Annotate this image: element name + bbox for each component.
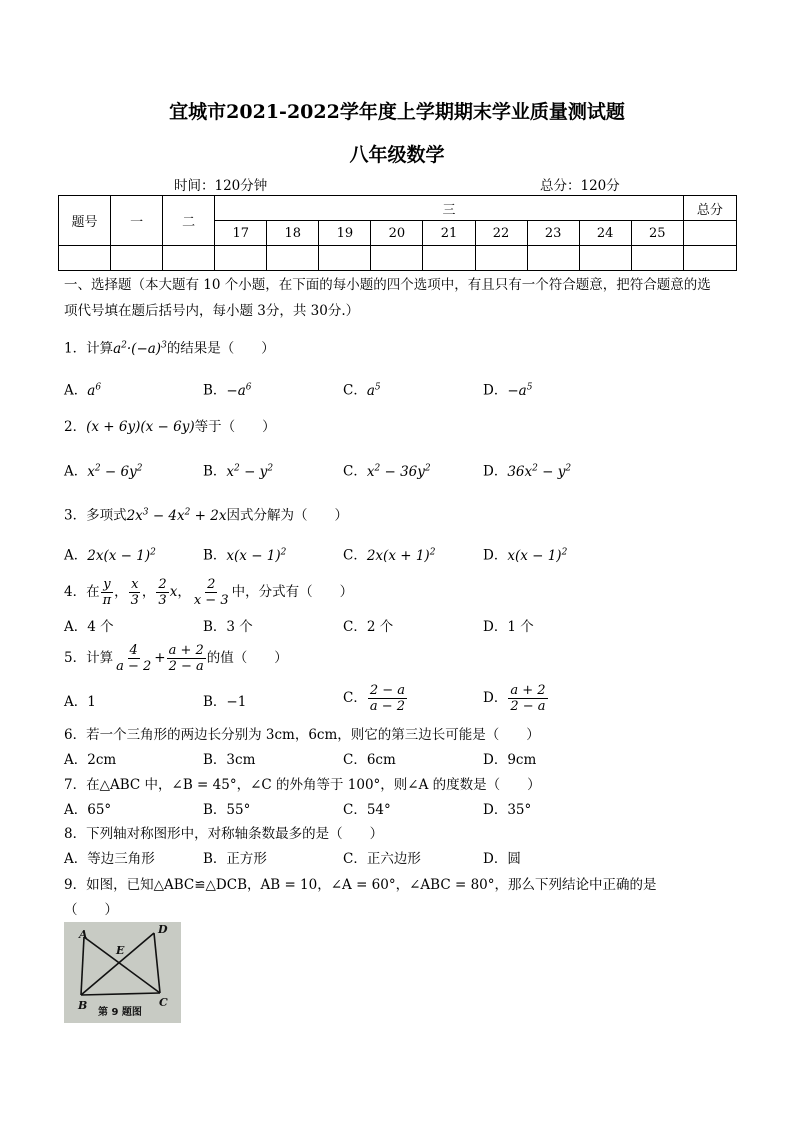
exam-title: 宜城市2021-2022学年度上学期期末学业质量测试题 bbox=[169, 101, 625, 123]
score-cell[interactable] bbox=[423, 246, 475, 271]
q7-option-a[interactable]: A．65° bbox=[64, 802, 112, 818]
q4-option-c[interactable]: C．2 个 bbox=[343, 619, 394, 635]
segment-bc bbox=[81, 993, 160, 995]
q5-option-a[interactable]: A．1 bbox=[64, 694, 96, 710]
score-cell[interactable] bbox=[579, 246, 631, 271]
q4-option-d[interactable]: D．1 个 bbox=[483, 619, 534, 635]
exam-time: 时间：120分钟 bbox=[174, 178, 268, 194]
header-part2: 二 bbox=[163, 196, 215, 246]
q4-option-b[interactable]: B．3 个 bbox=[203, 619, 253, 635]
q4-frac-1: $\frac{y}{\pi}$ bbox=[102, 577, 112, 608]
q4-frac-4: $\frac{2}{x - 3}$ bbox=[193, 577, 229, 608]
q2-option-d[interactable]: D．$36x^2 - y^2$ bbox=[483, 463, 572, 480]
label-b: B bbox=[78, 999, 88, 1012]
sub-24: 24 bbox=[579, 221, 631, 246]
exam-subtitle: 八年级数学 bbox=[349, 144, 445, 166]
q6-option-d[interactable]: D．9cm bbox=[483, 752, 537, 768]
q2-option-a[interactable]: A．$x^2 - 6y^2$ bbox=[64, 463, 143, 480]
q5-option-d[interactable]: D． $\frac{a + 2}{2 - a}$ bbox=[483, 683, 546, 714]
q2-option-c[interactable]: C．$x^2 - 36y^2$ bbox=[343, 463, 431, 480]
q3-expression: $2x^3 - 4x^2 + 2x$ bbox=[126, 507, 227, 524]
q3-option-c[interactable]: C．$2x(x + 1)^2$ bbox=[343, 547, 436, 564]
sub-19: 19 bbox=[319, 221, 371, 246]
segment-ab bbox=[81, 937, 84, 995]
score-cell[interactable] bbox=[319, 246, 371, 271]
question-9-paren: （ ） bbox=[64, 902, 118, 918]
q5-frac-1: $\frac{4}{a - 2}$ bbox=[116, 643, 152, 674]
question-4: 4．在 $\frac{y}{\pi}$ ， $\frac{x}{3}$ ， $\frac{2}{3}$ x， $\frac{2}{x - 3}$ 中，分式有（ ） bbox=[64, 577, 354, 608]
label-c: C bbox=[159, 996, 168, 1009]
q3-option-b[interactable]: B．$x(x - 1)^2$ bbox=[203, 547, 287, 564]
triangle-diagram bbox=[64, 922, 181, 1023]
q1-option-d[interactable]: D．$-a^5$ bbox=[483, 382, 533, 399]
question-1: 1．计算$a^2\cdot(-a)^3$的结果是（ ） bbox=[64, 340, 275, 357]
q6-option-c[interactable]: C．6cm bbox=[343, 752, 396, 768]
section1-instructions-2: 项代号填在题后括号内，每小题 3分，共 30分.） bbox=[64, 303, 360, 319]
sub-23: 23 bbox=[527, 221, 579, 246]
question-9: 9．如图，已知△ABC≌△DCB，AB = 10，∠A = 60°，∠ABC = 80°，那么下列结论中正确的是 bbox=[64, 877, 657, 893]
exam-total: 总分：120分 bbox=[540, 178, 620, 194]
question-7: 7．在△ABC 中，∠B = 45°，∠C 的外角等于 100°，则∠A 的度数是（ ） bbox=[64, 777, 541, 793]
q4-frac-2: $\frac{x}{3}$ bbox=[130, 577, 139, 608]
score-cell[interactable] bbox=[631, 246, 683, 271]
q1-expression: $a^2\cdot(-a)^3$ bbox=[113, 340, 167, 357]
header-no: 题号 bbox=[59, 196, 111, 246]
header-part3: 三 bbox=[215, 196, 684, 221]
q8-option-a[interactable]: A．等边三角形 bbox=[64, 851, 155, 867]
q5-frac-2: $\frac{a + 2}{2 - a}$ bbox=[168, 643, 204, 674]
question-3: 3．多项式$2x^3 - 4x^2 + 2x$因式分解为（ ） bbox=[64, 507, 348, 524]
score-table bbox=[58, 195, 737, 271]
q8-option-d[interactable]: D．圆 bbox=[483, 851, 521, 867]
q3-option-a[interactable]: A．$2x(x - 1)^2$ bbox=[64, 547, 156, 564]
score-cell[interactable] bbox=[683, 246, 736, 271]
total-blank bbox=[683, 221, 736, 246]
q8-option-c[interactable]: C．正六边形 bbox=[343, 851, 421, 867]
sub-20: 20 bbox=[371, 221, 423, 246]
q6-option-a[interactable]: A．2cm bbox=[64, 752, 117, 768]
sub-25: 25 bbox=[631, 221, 683, 246]
q6-option-b[interactable]: B．3cm bbox=[203, 752, 256, 768]
segment-dc bbox=[154, 933, 160, 993]
sub-18: 18 bbox=[267, 221, 319, 246]
q2-expression: (x + 6y)(x − 6y) bbox=[86, 419, 195, 435]
q7-option-c[interactable]: C．54° bbox=[343, 802, 391, 818]
q4-frac-3: $\frac{2}{3}$ bbox=[158, 577, 167, 608]
score-cell[interactable] bbox=[215, 246, 267, 271]
header-part1: 一 bbox=[111, 196, 163, 246]
label-d: D bbox=[158, 923, 168, 936]
score-cell[interactable] bbox=[59, 246, 111, 271]
q1-option-c[interactable]: C．$a^5$ bbox=[343, 382, 381, 399]
section1-instructions-1: 一、选择题（本大题有 10 个小题，在下面的每小题的四个选项中，有且只有一个符合题意，把符合题意的选 bbox=[64, 277, 711, 293]
q1-option-a[interactable]: A．$a^6$ bbox=[64, 382, 102, 399]
score-cell[interactable] bbox=[111, 246, 163, 271]
q1-option-b[interactable]: B．$-a^6$ bbox=[203, 382, 252, 399]
score-cell[interactable] bbox=[163, 246, 215, 271]
q3-option-d[interactable]: D．$x(x - 1)^2$ bbox=[483, 547, 568, 564]
question-5: 5．计算 $\frac{4}{a - 2}$ + $\frac{a + 2}{2 - a}$ 的值（ ） bbox=[64, 643, 288, 674]
score-cell[interactable] bbox=[527, 246, 579, 271]
q9-figure bbox=[64, 922, 181, 1023]
q4-option-a[interactable]: A．4 个 bbox=[64, 619, 114, 635]
label-a: A bbox=[79, 928, 88, 941]
question-2: 2．(x + 6y)(x − 6y)等于（ ） bbox=[64, 419, 276, 435]
sub-22: 22 bbox=[475, 221, 527, 246]
q5-option-b[interactable]: B．−1 bbox=[203, 694, 247, 710]
score-cell[interactable] bbox=[267, 246, 319, 271]
label-e: E bbox=[116, 944, 125, 957]
q2-option-b[interactable]: B．$x^2 - y^2$ bbox=[203, 463, 274, 480]
q5-option-c[interactable]: C． $\frac{2 - a}{a - 2}$ bbox=[343, 683, 406, 714]
score-cell[interactable] bbox=[475, 246, 527, 271]
q8-option-b[interactable]: B．正方形 bbox=[203, 851, 267, 867]
score-cell[interactable] bbox=[371, 246, 423, 271]
sub-17: 17 bbox=[215, 221, 267, 246]
sub-21: 21 bbox=[423, 221, 475, 246]
question-8: 8．下列轴对称图形中，对称轴条数最多的是（ ） bbox=[64, 826, 384, 842]
figure-caption: 第 9 题图 bbox=[98, 1007, 142, 1018]
question-6: 6．若一个三角形的两边长分别为 3cm，6cm，则它的第三边长可能是（ ） bbox=[64, 727, 540, 743]
header-total: 总分 bbox=[683, 196, 736, 221]
q7-option-b[interactable]: B．55° bbox=[203, 802, 251, 818]
q7-option-d[interactable]: D．35° bbox=[483, 802, 532, 818]
